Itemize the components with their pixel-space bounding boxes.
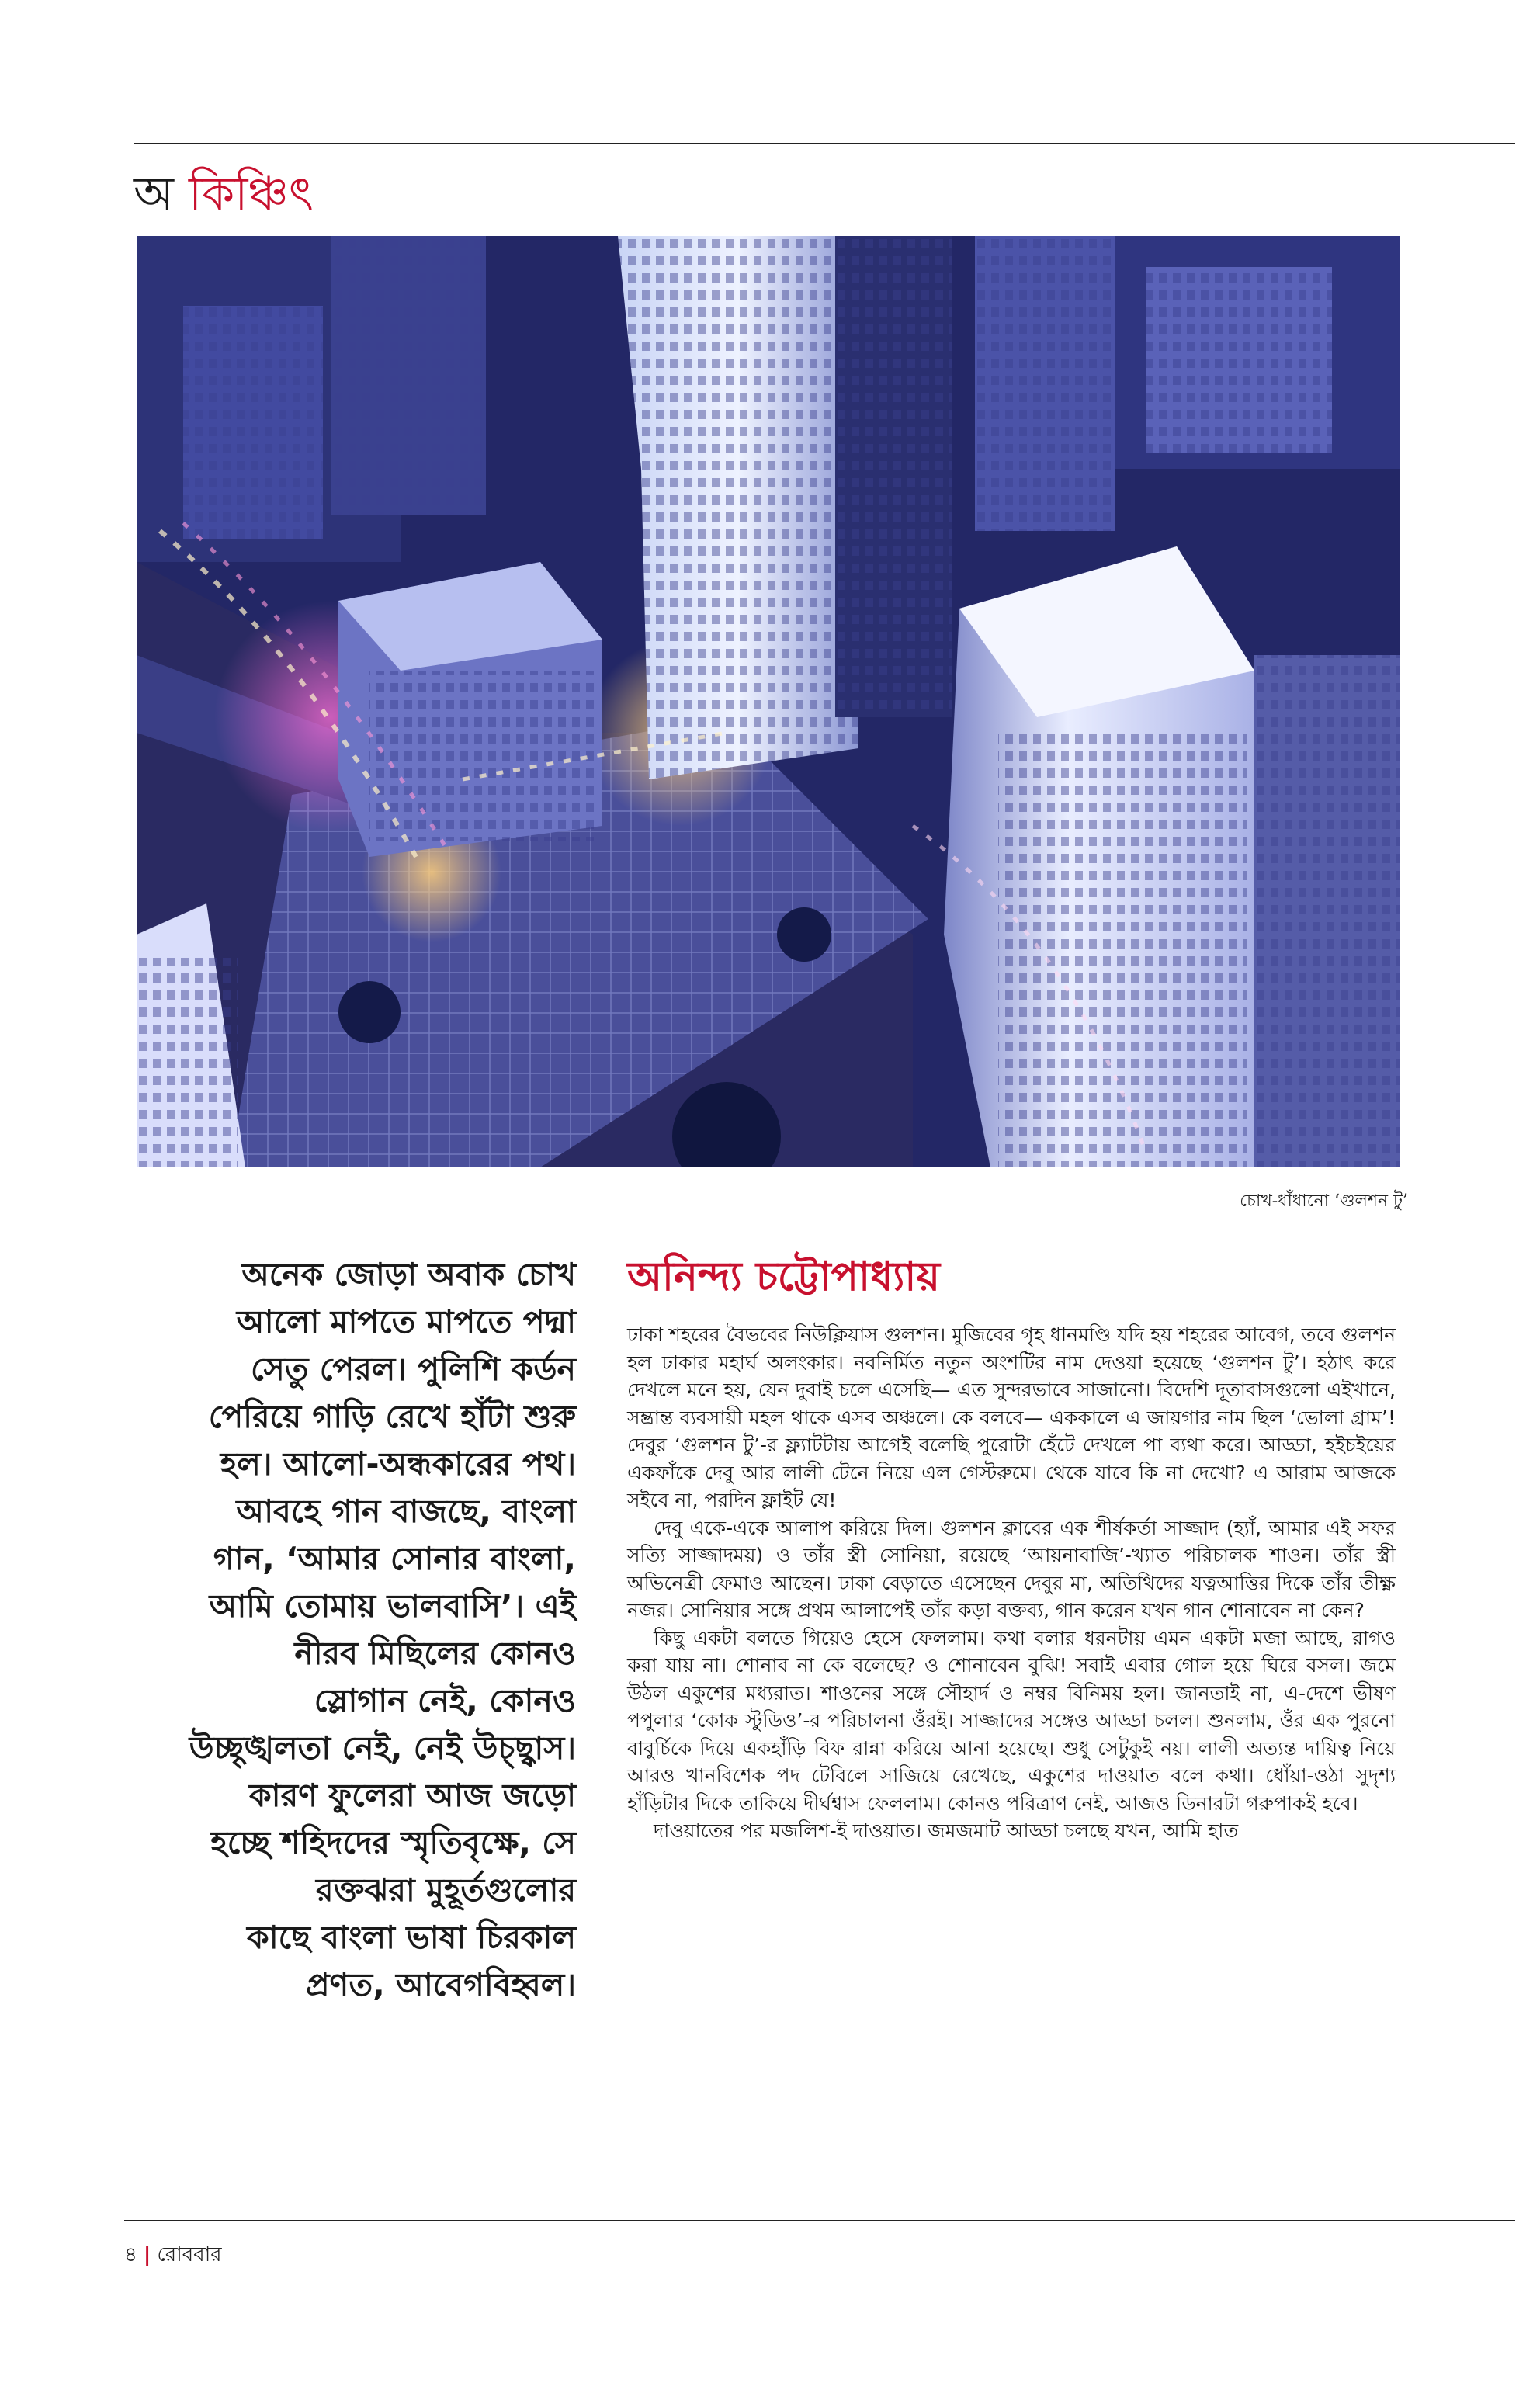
city-illustration [137, 236, 1400, 1167]
photo-caption: চোখ-ধাঁধানো ‘গুলশন টু’ [1240, 1191, 1408, 1211]
article-paragraph: কিছু একটা বলতে গিয়েও হেসে ফেললাম। কথা বলার ধরনটায় এমন একটা মজা আছে, রাগও করা যায় না। শোনাব না কে বলেছে? ও শোনাবেন বুঝি! সবাই এবার গোল হয়ে ঘিরে বসল। জমে উঠল একুশের মধ্যরাত। শাওনের সঙ্গে সৌহার্দ ও নম্বর বিনিময় হল। জানতাই না, এ-দেশে ভীষণ পপুলার ‘কোক স্টুডিও’-র পরিচালনা ওঁরই। সাজ্জাদের সঙ্গেও আড্ডা চলল। শুনলাম, ওঁর এক পুরনো বাবুর্চিকে দিয়ে একহাঁড়ি বিফ রান্না করিয়ে আনা হয়েছে। শুধু সেটুকুই নয়। লালী অত্যন্ত দায়িত্ব নিয়ে আরও খানবিশেক পদ টেবিলে সাজিয়ে রেখেছে, একুশের দাওয়াত বলে কথা। ধোঁয়া-ওঠা সুদৃশ্য হাঁড়িটার দিকে তাকিয়ে দীর্ঘশ্বাস ফেললাম। কোনও পরিত্রাণ নেই, আজও ডিনারটা গরুপাকই হবে। [627, 1626, 1396, 1815]
pull-quote-line: স্লোগান নেই, কোনও [314, 1682, 576, 1719]
footer-separator: | [143, 2243, 151, 2266]
article-body [627, 1321, 1396, 1845]
author-byline: অনিন্দ্য চট্টোপাধ্যায় [627, 1254, 940, 1300]
section-title-prefix: অ [134, 167, 174, 221]
pull-quote-line: আমি তোমায় ভালবাসি’। এই [209, 1587, 576, 1625]
pull-quote [134, 1251, 576, 2009]
section-title-name: কিঞ্চিৎ [189, 167, 314, 221]
page-footer [124, 2239, 222, 2273]
article-paragraph: ঢাকা শহরের বৈভবের নিউক্লিয়াস গুলশন। মুজিবের গৃহ ধানমণ্ডি যদি হয় শহরের আবেগ, তবে গুলশন হল ঢাকার মহার্ঘ অলংকার। নবনির্মিত নতুন অংশটির নাম দেওয়া হয়েছে ‘গুলশন টু’। হঠাৎ করে দেখলে মনে হয়, যেন দুবাই চলে এসেছি— এত সুন্দরভাবে সাজানো। বিদেশি দূতাবাসগুলো এইখানে, সম্ভ্রান্ত ব্যবসায়ী মহল থাকে এসব অঞ্চলে। কে বলবে— এককালে এ জায়গার নাম ছিল ‘ভোলা গ্রাম’! দেবুর ‘গুলশন টু’-র ফ্ল্যাটটায় আগেই বলেছি পুরোটা হেঁটে দেখলে পা ব্যথা করে। আড্ডা, হইচইয়ের একফাঁকে দেবু আর লালী টেনে নিয়ে এল গেস্টরুমে। থেকে যাবে কি না দেখো? এ আরাম আজকে সইবে না, পরদিন ফ্লাইট যে! [627, 1323, 1396, 1511]
pull-quote-line: গান, ‘আমার সোনার বাংলা, [213, 1540, 576, 1577]
page-number: ৪ [124, 2243, 137, 2266]
article-paragraph: দাওয়াতের পর মজলিশ-ই দাওয়াত। জমজমাট আড্ডা চলছে যখন, আমি হাত [654, 1819, 1239, 1842]
pull-quote-line: উচ্ছৃঙ্খলতা নেই, নেই উচ্ছ্বাস। [189, 1729, 576, 1767]
header-rule [134, 143, 1515, 144]
pull-quote-line: সেতু পেরল। পুলিশি কর্ডন [251, 1351, 576, 1388]
pull-quote-line: প্রণত, আবেগবিহ্বল। [305, 1966, 576, 2003]
pull-quote-line: হচ্ছে শহিদদের স্মৃতিবৃক্ষে, সে [210, 1824, 576, 1861]
footer-rule [124, 2220, 1515, 2221]
section-title [134, 167, 314, 221]
pull-quote-line: পেরিয়ে গাড়ি রেখে হাঁটা শুরু [208, 1398, 576, 1435]
pull-quote-line: আলো মাপতে মাপতে পদ্মা [236, 1303, 576, 1340]
pull-quote-line: নীরব মিছিলের কোনও [294, 1635, 576, 1672]
pull-quote-line: হল। আলো-অন্ধকারের পথ। [220, 1445, 576, 1483]
pull-quote-line: রক্তঝরা মুহূর্তগুলোর [315, 1871, 576, 1909]
pull-quote-line: অনেক জোড়া অবাক চোখ [241, 1256, 576, 1293]
pull-quote-line: কারণ ফুলেরা আজ জড়ো [249, 1777, 576, 1814]
article-paragraph: দেবু একে-একে আলাপ করিয়ে দিল। গুলশন ক্লাবের এক শীর্ষকর্তা সাজ্জাদ (হ্যাঁ, আমার এই সফর সত্যি সাজ্জাদময়) ও তাঁর স্ত্রী সোনিয়া, রয়েছে ‘আয়নাবাজি’-খ্যাত পরিচালক শাওন। তাঁর স্ত্রী অভিনেত্রী ফেমাও আছেন। ঢাকা বেড়াতে এসেছেন দেবুর মা, অতিথিদের যত্নআত্তির দিকে তাঁর তীক্ষ্ণ নজর। সোনিয়ার সঙ্গে প্রথম আলাপেই তাঁর কড়া বক্তব্য, গান করেন যখন গান শোনাবেন না কেন? [627, 1516, 1396, 1621]
pull-quote-line: কাছে বাংলা ভাষা চিরকাল [247, 1919, 576, 1956]
pull-quote-line: আবহে গান বাজছে, বাংলা [236, 1493, 576, 1530]
magazine-name: রোববার [157, 2243, 222, 2266]
city-night-photo [137, 236, 1400, 1167]
